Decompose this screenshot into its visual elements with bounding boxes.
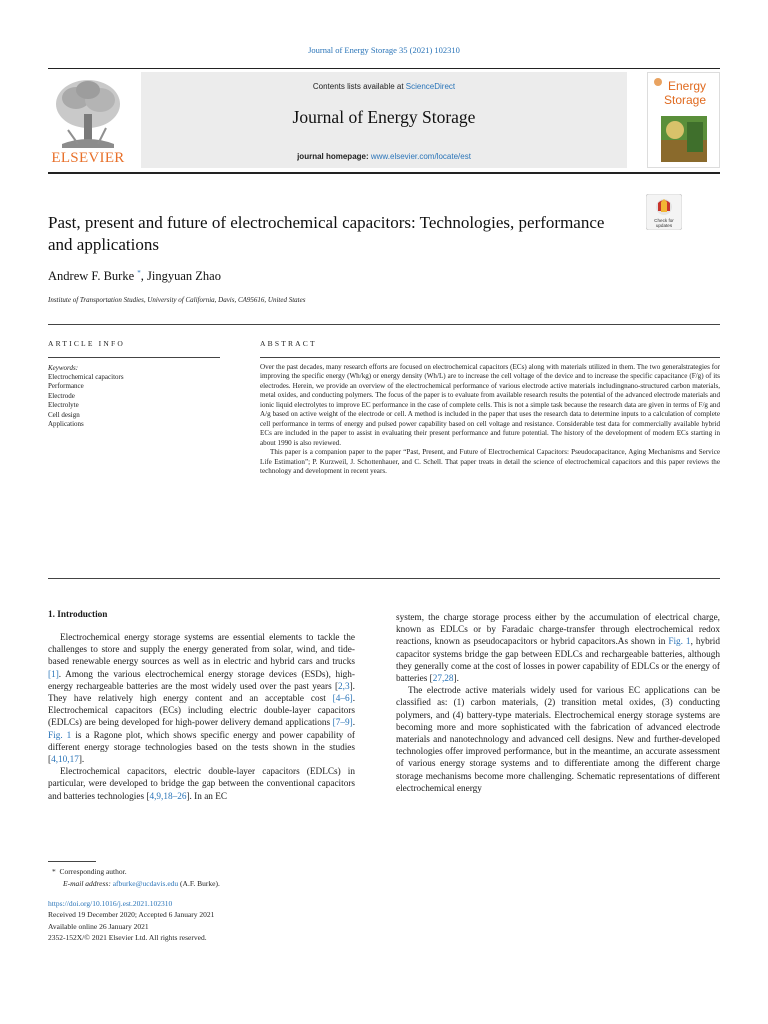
crossmark-label-line2: updates [655, 223, 673, 228]
check-for-updates-badge[interactable] [646, 194, 682, 230]
journal-title: Journal of Energy Storage [292, 107, 476, 127]
body-column-left [48, 632, 355, 803]
keyword-item: Electrochemical capacitors [48, 373, 124, 381]
ref-link[interactable]: 27,28 [432, 674, 454, 685]
keyword-item: Electrode [48, 391, 75, 400]
article-info-rule [48, 357, 220, 358]
contents-line [141, 82, 627, 91]
text-run: system, the charge storage process either by the accumulation of electrical charge, known as EDLCs or by Faradaic charge-transfer through electrochemical redox reactions, known as pseudocapacitors or hybrid capacitors.As shown in [396, 613, 720, 648]
corresponding-author-mark[interactable]: * [137, 269, 141, 277]
keyword-item: Cell design [48, 410, 80, 419]
text-run: , hybrid capacitor systems bridge the gap between EDLCs and rechargeable batteries, although they generally come at the cost of losses in power capability of EDLCs or the energy of batteries [ [396, 637, 720, 685]
header-rule [48, 324, 720, 325]
affiliation: Institute of Transportation Studies, University of California, Davis, CA95616, United States [48, 296, 306, 304]
crossmark-label-line1: Check for [654, 218, 674, 223]
footnote-corresponding [52, 866, 127, 877]
cover-title-line2: Storage [664, 93, 707, 107]
footnote-rule [48, 861, 96, 862]
cover-artwork [661, 116, 707, 162]
author-line [48, 269, 221, 284]
ref-link[interactable]: [1] [48, 669, 59, 680]
intro-paragraph-3: The electrode active materials widely used for various EC applications can be classified as: (1) carbon materials, (2) transition metal oxides, (3) conducting polymers, and (4) battery-type materials. Electrochemical energy storage systems are becoming more and more sophisticated with the fabrication of advanced electrode materials and nanotechnology and advanced cell designs. New and further-developed technologies offer improved performance, but in the meantime, an accurate assessment of various energy storage systems and to differentiate among the different charge storage mechanisms become more challenging. Schematic representations of different electrochemical energy [396, 686, 720, 794]
email-label: E-mail address: [63, 879, 113, 888]
doi-link[interactable]: https://doi.org/10.1016/j.est.2021.102310 [48, 899, 173, 908]
text-run: ]. [78, 755, 85, 766]
text-run: . [352, 718, 355, 729]
keyword-item: Applications [48, 420, 84, 429]
figure-link[interactable]: Fig. 1 [668, 637, 691, 648]
email-suffix: (A.F. Burke). [178, 879, 220, 888]
sciencedirect-link[interactable]: ScienceDirect [405, 82, 456, 91]
footnote-text: Corresponding author. [59, 867, 127, 876]
intro-paragraph-2 [48, 766, 355, 803]
homepage-line [141, 152, 627, 161]
abstract-rule [260, 357, 720, 358]
text-run: Electrochemical capacitors, electric double-layer capacitors (EDLCs) in particular, were developed to bridge the gap between the conventional capacitors and batteries technologies [ [48, 767, 355, 802]
journal-citation[interactable]: Journal of Energy Storage 35 (2021) 102310 [308, 45, 460, 55]
cover-title-line1: Energy [668, 79, 707, 93]
masthead-bottom-rule [48, 172, 720, 174]
homepage-prefix: journal homepage: [297, 152, 371, 161]
author-zhao[interactable]: Jingyuan Zhao [147, 269, 221, 284]
abstract-label: ABSTRACT [260, 339, 317, 348]
text-run: Electrochemical energy storage systems are essential elements to tackle the challenges to store and supply the energy generated from solar, wind, and tide-based renewable energy sources as well as in electric and hybrid cars and trucks [48, 633, 355, 668]
received-dates: Received 19 December 2020; Accepted 6 January 2021 [48, 910, 215, 920]
text-run: is a Ragone plot, which shows specific energy and power capability of different energy storage technologies based on the tests shown in the studies [ [48, 730, 355, 766]
contents-prefix: Contents lists available at [312, 82, 406, 91]
author-separator: , [140, 269, 148, 284]
intro-paragraph-1 [48, 632, 355, 766]
cover-mark-icon [654, 78, 662, 86]
author-burke[interactable]: Andrew F. Burke [48, 269, 135, 284]
ref-link[interactable]: 4,10,17 [51, 755, 79, 766]
abstract-paragraph-1: Over the past decades, many research efforts are focused on electrochemical capacitors (ECs) along with materials utilized in them. The two generalstrategies for improving the specific energy (Wh/kg) or energy density (Wh/L) are to increase the cell voltage of the device and to increase the specific capacitance (F/g) of its electrodes. Herein, we provide an overview of the electrochemical performance of various electrode active materials includingnano-structured carbon materials, metal oxides, and conducting polymers. The focus of the paper is to evaluate from available research results the potential of the advanced electrode materials and ionic liquid electrolytes to improve EC performance in the case of complete cells. This is not a simple task because the research data are given in terms of F/g and A/g based on active weight of the electrode or cell. A method is included in the paper that uses the research data to determine inputs to a calculation of complete cell performance in terms of energy and pulsed power capability based on cell voltage and resistance. Considerable test data for commercially available hybrid ECs are included in the paper to assist in evaluating their present performance and future potential. The history of the development of modern ECs starting in about 1990 is also reviewed. [260, 363, 720, 447]
keywords-list [48, 373, 124, 429]
homepage-link[interactable]: www.elsevier.com/locate/est [370, 152, 471, 161]
masthead-top-rule [48, 68, 720, 69]
figure-link[interactable]: Fig. 1 [48, 730, 72, 741]
keyword-item: Performance [48, 382, 84, 391]
text-run: . Electrochemical capacitors (ECs) including electric double-layer capacitors (EDLCs) are being developed for high-power delivery demand applications [48, 694, 355, 729]
text-run: ]. In an EC [186, 791, 228, 802]
keywords-heading: Keywords: [48, 364, 79, 372]
intro-paragraph-2-continued [396, 612, 720, 685]
article-info-label: ARTICLE INFO [48, 339, 125, 348]
ref-link[interactable]: [4–6] [332, 694, 353, 705]
text-run: ]. [453, 674, 459, 685]
online-date: Available online 26 January 2021 [48, 921, 149, 931]
section-heading-introduction: 1. Introduction [48, 610, 108, 620]
abstract-paragraph-2: This paper is a companion paper to the paper “Past, Present, and Future of Electrochemical Capacitors: Pseudocapacitance, Aging Mechanisms and Service Life Estimation”; P. Kurzweil, J. Schottenhauer, and C. Schell. That paper treats in detail the science of electrochemical capacitors and this paper reviews the technology and development in recent years. [260, 448, 720, 475]
ref-link[interactable]: 2,3 [338, 681, 350, 692]
footnote-mark: * [52, 867, 56, 876]
article-title: Past, present and future of electrochemical capacitors: Technologies, performance and applications [48, 213, 605, 254]
text-run: . Among the various electrochemical energy storage devices (ESDs), high-energy rechargeable batteries are the most widely used over the past years [ [48, 669, 355, 692]
footnote-email [63, 878, 220, 889]
ref-link[interactable]: [7–9] [332, 718, 353, 729]
body-column-right [396, 612, 720, 795]
keyword-item: Electrolyte [48, 401, 79, 410]
abstract-body [260, 363, 720, 476]
ref-link[interactable]: 4,9,18–26 [149, 791, 187, 802]
email-link[interactable]: afburke@ucdavis.edu [112, 879, 179, 888]
copyright-line: 2352-152X/© 2021 Elsevier Ltd. All rights reserved. [48, 933, 207, 943]
publisher-name: ELSEVIER [51, 150, 125, 166]
text-run: ]. They have relatively high energy content and an acceptable cost [48, 681, 355, 705]
abstract-bottom-rule [48, 578, 720, 579]
publication-info [48, 898, 214, 944]
